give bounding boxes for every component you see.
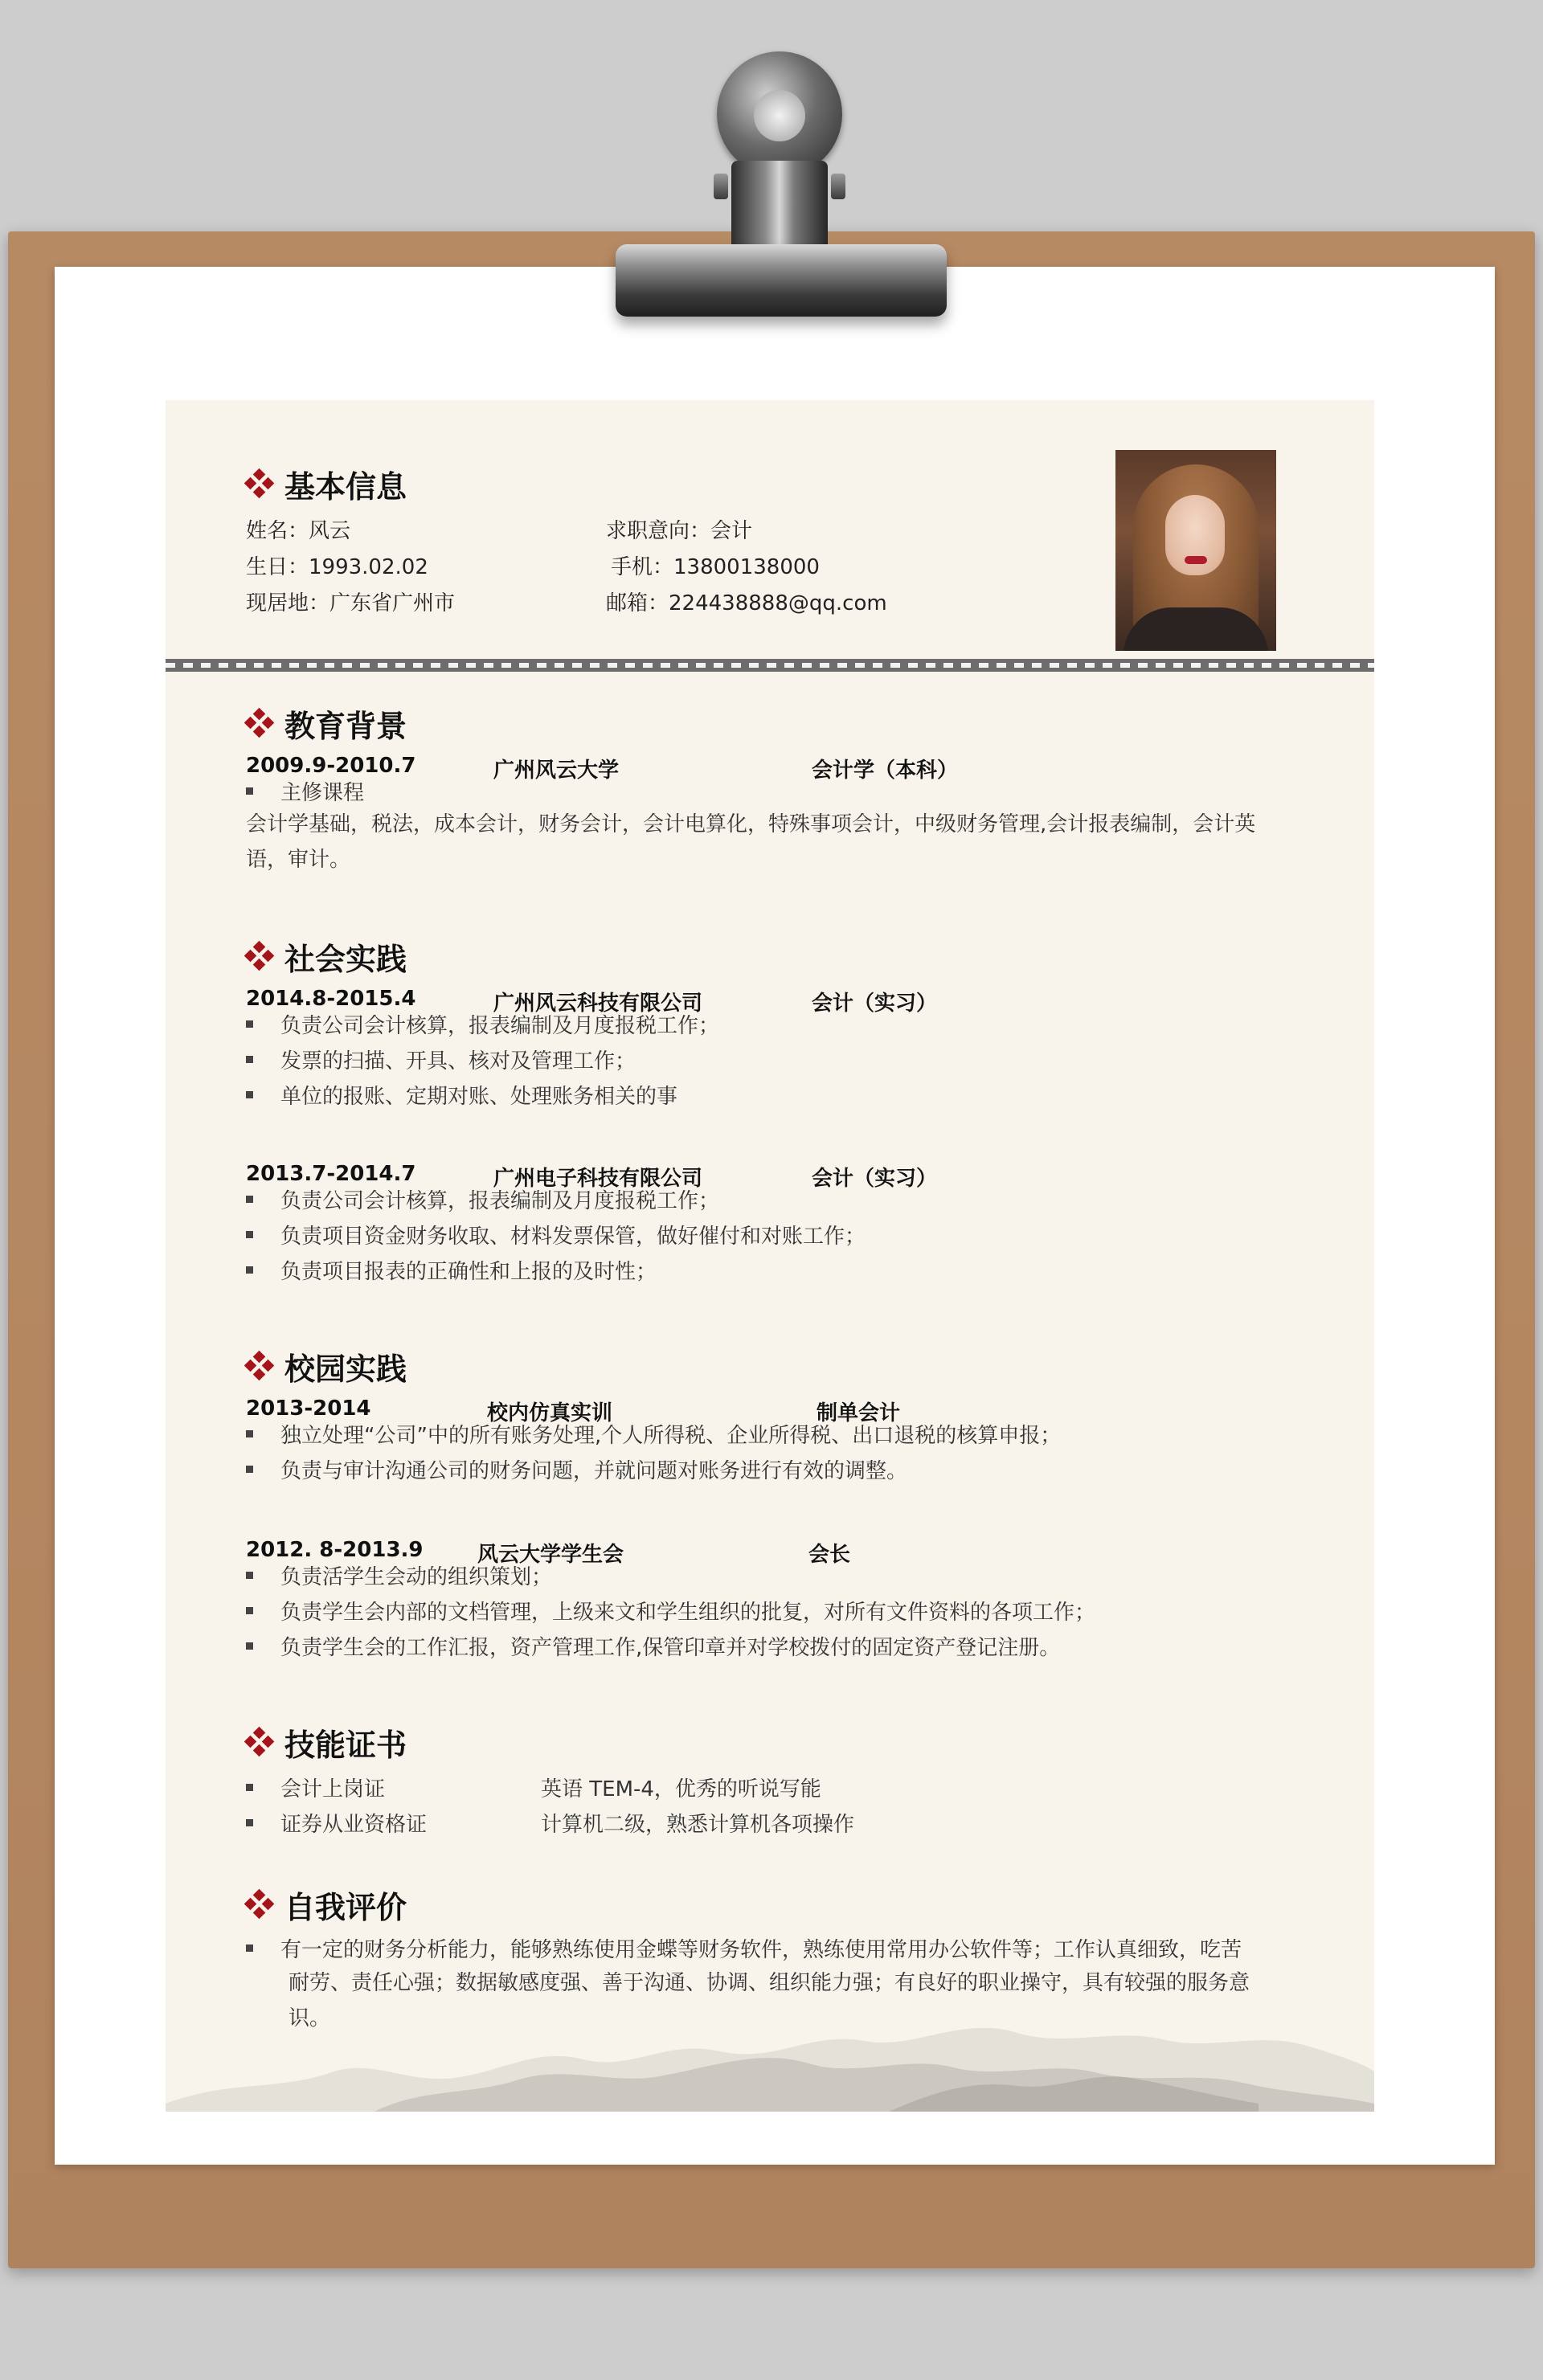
- diamond-bullet-icon: [246, 1728, 273, 1756]
- list-item: 独立处理“公司”中的所有账务处理,个人所得税、企业所得税、出口退税的核算申报；: [246, 1416, 1061, 1451]
- ink-mountains-decoration: [166, 1983, 1374, 2112]
- courses-text: 会计学基础，税法，成本会计，财务会计，会计电算化，特殊事项会计，中级财务管理,会计报表编制，会计英: [246, 812, 1256, 836]
- section-education: [246, 701, 407, 746]
- diamond-bullet-icon: [246, 470, 273, 497]
- list-item: 负责项目报表的正确性和上报的及时性；: [246, 1252, 866, 1287]
- section-title: 技能证书: [284, 1727, 407, 1763]
- job-company: 校内仿真实训: [487, 1401, 613, 1425]
- job-role: 会计（实习）: [812, 992, 938, 1016]
- skills-list: [246, 1769, 854, 1840]
- diamond-bullet-icon: [246, 943, 273, 970]
- list-item: 负责学生会内部的文档管理，上级来文和学生组织的批复，对所有文件资料的各项工作；: [246, 1593, 1095, 1628]
- avatar: [1115, 450, 1276, 651]
- list-item: 主修课程: [246, 773, 364, 808]
- section-basic: [246, 461, 407, 506]
- binder-clip: [579, 48, 948, 354]
- name-field: 姓名：风云: [246, 519, 351, 543]
- edu-school: 广州风云大学: [493, 759, 620, 783]
- birthday-field: 生日：1993.02.02: [246, 555, 428, 579]
- job-company: 风云大学学生会: [477, 1543, 624, 1567]
- job-duties: [246, 1416, 1061, 1486]
- intent-field: 求职意向：会计: [606, 519, 753, 543]
- section-social: [246, 934, 407, 979]
- section-title: 社会实践: [284, 941, 407, 977]
- residence-field: 现居地：广东省广州市: [246, 591, 456, 615]
- section-title: 自我评价: [284, 1889, 407, 1925]
- job-duties: [246, 1557, 1095, 1663]
- job-company: 广州风云科技有限公司: [493, 992, 703, 1016]
- job-period: 2013-2014: [246, 1397, 371, 1421]
- list-item: 负责公司会计核算，报表编制及月度报税工作；: [246, 1006, 719, 1041]
- email-field: 邮箱：224438888@qq.com: [606, 591, 887, 615]
- list-item: 负责活学生会动的组织策划；: [246, 1557, 1095, 1593]
- list-item: 负责项目资金财务收取、材料发票保管，做好催付和对账工作；: [246, 1217, 866, 1252]
- edu-major: 会计学（本科）: [812, 759, 959, 783]
- list-item: 负责公司会计核算，报表编制及月度报税工作；: [246, 1181, 866, 1217]
- job-company: 广州电子科技有限公司: [493, 1167, 703, 1191]
- job-duties: [246, 1006, 719, 1112]
- diamond-bullet-icon: [246, 1891, 273, 1918]
- phone-field: 手机：13800138000: [611, 555, 820, 579]
- section-title: 教育背景: [284, 708, 407, 744]
- section-title: 校园实践: [284, 1351, 407, 1387]
- section-campus: [246, 1343, 407, 1388]
- list-item: 发票的扫描、开具、核对及管理工作；: [246, 1041, 719, 1077]
- resume-sheet: [166, 400, 1374, 2112]
- job-period: 2012. 8-2013.9: [246, 1538, 424, 1562]
- section-skills: [246, 1720, 407, 1765]
- list-item: 会计上岗证 英语 TEM-4，优秀的听说写能: [246, 1769, 854, 1805]
- list-item: 证券从业资格证 计算机二级，熟悉计算机各项操作: [246, 1805, 854, 1840]
- job-period: 2014.8-2015.4: [246, 987, 416, 1011]
- job-period: 2013.7-2014.7: [246, 1162, 416, 1186]
- diamond-bullet-icon: [246, 1352, 273, 1380]
- job-role: 会计（实习）: [812, 1167, 938, 1191]
- list-item: 单位的报账、定期对账、处理账务相关的事: [246, 1077, 719, 1112]
- list-item: 负责学生会的工作汇报，资产管理工作,保管印章并对学校拨付的固定资产登记注册。: [246, 1628, 1095, 1663]
- courses-text: 语，审计。: [246, 848, 351, 872]
- job-role: 会长: [808, 1543, 851, 1567]
- section-title: 基本信息: [284, 468, 407, 505]
- edu-period: 2009.9-2010.7: [246, 754, 416, 778]
- self-eval: 有一定的财务分析能力，能够熟练使用金蝶等财务软件，熟练使用常用办公软件等；工作认真细致，吃苦 耐劳、责任心强；数据敏感度强、善于沟通、协调、组织能力强；有良好的职业操守，具有较强的服务意 识。: [246, 1930, 1250, 2036]
- list-item: 负责与审计沟通公司的财务问题，并就问题对账务进行有效的调整。: [246, 1451, 1061, 1486]
- list-item: 有一定的财务分析能力，能够熟练使用金蝶等财务软件，熟练使用常用办公软件等；工作认真细致，吃苦: [246, 1930, 1250, 1965]
- section-self: [246, 1882, 407, 1927]
- job-duties: [246, 1181, 866, 1287]
- job-role: 制单会计: [817, 1401, 901, 1425]
- diamond-bullet-icon: [246, 710, 273, 737]
